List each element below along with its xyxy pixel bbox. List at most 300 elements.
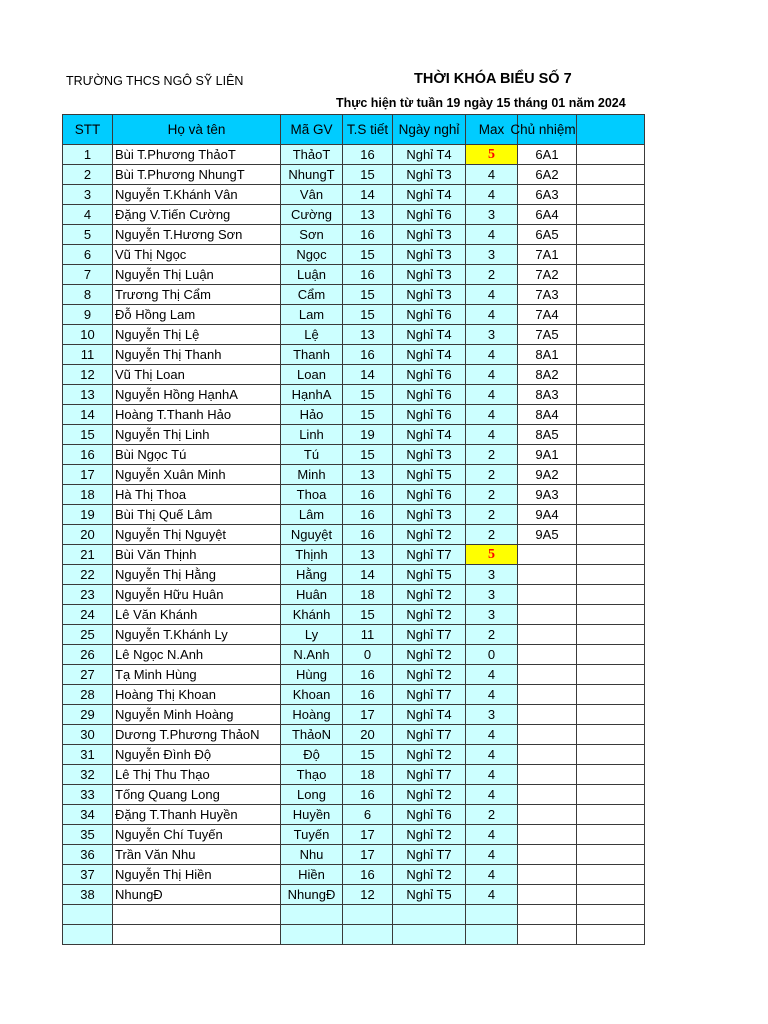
cell-max: 4 [466,385,518,405]
cell-homeroom [518,545,577,565]
empty-cell [113,925,281,945]
timetable [62,114,645,945]
cell-day-off: Nghỉ T7 [393,625,466,645]
cell-max: 4 [466,665,518,685]
subtitle: Thực hiện từ tuần 19 ngày 15 tháng 01 năm 2024 [336,96,626,110]
cell-periods: 15 [343,445,393,465]
cell-name: Tống Quang Long [113,785,281,805]
cell-day-off: Nghỉ T2 [393,665,466,685]
cell-name: Nguyễn Thị Linh [113,425,281,445]
cell-code: Minh [281,465,343,485]
cell-code: Long [281,785,343,805]
cell-max: 4 [466,365,518,385]
cell-code: N.Anh [281,645,343,665]
cell-extra [577,425,645,445]
cell-day-off: Nghỉ T3 [393,245,466,265]
cell-name: Nguyễn Thị Thanh [113,345,281,365]
cell-code: Vân [281,185,343,205]
cell-day-off: Nghỉ T7 [393,545,466,565]
cell-day-off: Nghỉ T3 [393,265,466,285]
cell-periods: 16 [343,145,393,165]
cell-periods: 15 [343,245,393,265]
cell-name: Nguyễn Minh Hoàng [113,705,281,725]
cell-day-off: Nghỉ T5 [393,885,466,905]
cell-periods: 15 [343,285,393,305]
table-row [63,785,645,805]
cell-day-off: Nghỉ T6 [393,365,466,385]
cell-stt: 14 [63,405,113,425]
cell-day-off: Nghỉ T2 [393,645,466,665]
cell-stt: 16 [63,445,113,465]
table-row [63,665,645,685]
cell-extra [577,345,645,365]
cell-homeroom [518,845,577,865]
cell-periods: 0 [343,645,393,665]
cell-stt: 36 [63,845,113,865]
cell-day-off: Nghỉ T2 [393,865,466,885]
cell-extra [577,385,645,405]
empty-cell [518,925,577,945]
cell-extra [577,405,645,425]
cell-code: Hoàng [281,705,343,725]
cell-day-off: Nghỉ T7 [393,765,466,785]
table-row [63,385,645,405]
cell-extra [577,325,645,345]
cell-name: Nguyễn T.Hương Sơn [113,225,281,245]
cell-code: Cẩm [281,285,343,305]
cell-stt: 6 [63,245,113,265]
cell-name: Trương Thị Cẩm [113,285,281,305]
table-row [63,205,645,225]
cell-stt: 27 [63,665,113,685]
cell-day-off: Nghỉ T6 [393,385,466,405]
cell-extra [577,485,645,505]
table-row [63,165,645,185]
cell-homeroom: 8A1 [518,345,577,365]
cell-periods: 15 [343,405,393,425]
cell-periods: 13 [343,325,393,345]
cell-homeroom: 7A2 [518,265,577,285]
cell-stt: 24 [63,605,113,625]
cell-stt: 32 [63,765,113,785]
cell-max: 3 [466,205,518,225]
cell-extra [577,505,645,525]
cell-stt: 29 [63,705,113,725]
cell-homeroom [518,745,577,765]
cell-max: 5 [466,545,518,565]
cell-stt: 5 [63,225,113,245]
cell-name: Hoàng Thị Khoan [113,685,281,705]
cell-periods: 11 [343,625,393,645]
cell-stt: 12 [63,365,113,385]
cell-homeroom: 7A1 [518,245,577,265]
cell-code: Lâm [281,505,343,525]
cell-code: Sơn [281,225,343,245]
cell-code: Khoan [281,685,343,705]
cell-name: Tạ Minh Hùng [113,665,281,685]
cell-max: 3 [466,245,518,265]
cell-extra [577,225,645,245]
cell-stt: 3 [63,185,113,205]
cell-periods: 15 [343,745,393,765]
cell-name: Hà Thị Thoa [113,485,281,505]
table-row [63,685,645,705]
cell-extra [577,185,645,205]
cell-periods: 17 [343,705,393,725]
cell-name: Đặng V.Tiến Cường [113,205,281,225]
empty-cell [343,905,393,925]
cell-max: 4 [466,185,518,205]
table-row [63,885,645,905]
cell-stt: 25 [63,625,113,645]
cell-max: 4 [466,225,518,245]
cell-name: Đỗ Hồng Lam [113,305,281,325]
cell-extra [577,205,645,225]
cell-homeroom: 6A2 [518,165,577,185]
cell-homeroom [518,725,577,745]
cell-max: 4 [466,165,518,185]
col-header-max: Max [466,115,518,145]
cell-periods: 13 [343,205,393,225]
cell-max: 4 [466,785,518,805]
cell-stt: 23 [63,585,113,605]
cell-max: 3 [466,585,518,605]
cell-homeroom: 8A2 [518,365,577,385]
empty-cell [113,905,281,925]
cell-periods: 16 [343,345,393,365]
cell-periods: 18 [343,585,393,605]
table-row [63,705,645,725]
cell-max: 4 [466,765,518,785]
cell-code: Tuyến [281,825,343,845]
cell-homeroom [518,785,577,805]
cell-homeroom: 7A4 [518,305,577,325]
cell-name: Nguyễn Thị Luận [113,265,281,285]
cell-stt: 20 [63,525,113,545]
cell-homeroom [518,565,577,585]
cell-periods: 15 [343,165,393,185]
cell-stt: 18 [63,485,113,505]
cell-code: ThảoT [281,145,343,165]
col-header-code: Mã GV [281,115,343,145]
cell-day-off: Nghỉ T4 [393,425,466,445]
cell-stt: 7 [63,265,113,285]
cell-day-off: Nghỉ T3 [393,505,466,525]
cell-code: Cường [281,205,343,225]
cell-name: Nguyễn Chí Tuyến [113,825,281,845]
cell-periods: 13 [343,545,393,565]
cell-homeroom [518,705,577,725]
cell-stt: 31 [63,745,113,765]
cell-extra [577,685,645,705]
cell-max: 4 [466,305,518,325]
cell-max: 3 [466,325,518,345]
cell-max: 4 [466,285,518,305]
cell-name: Nguyễn T.Khánh Vân [113,185,281,205]
table-row [63,525,645,545]
cell-periods: 13 [343,465,393,485]
empty-cell [466,925,518,945]
cell-max: 3 [466,605,518,625]
cell-periods: 15 [343,385,393,405]
cell-periods: 6 [343,805,393,825]
cell-extra [577,845,645,865]
cell-extra [577,665,645,685]
cell-name: NhungĐ [113,885,281,905]
cell-periods: 16 [343,865,393,885]
cell-day-off: Nghỉ T4 [393,145,466,165]
cell-day-off: Nghỉ T7 [393,725,466,745]
cell-homeroom: 7A3 [518,285,577,305]
cell-extra [577,825,645,845]
cell-max: 4 [466,825,518,845]
empty-cell [577,905,645,925]
table-row [63,185,645,205]
cell-day-off: Nghỉ T5 [393,465,466,485]
cell-stt: 11 [63,345,113,365]
table-row [63,805,645,825]
table-row [63,285,645,305]
empty-cell [343,925,393,945]
cell-name: Nguyễn Đình Độ [113,745,281,765]
cell-day-off: Nghỉ T7 [393,685,466,705]
cell-code: Tú [281,445,343,465]
table-row [63,425,645,445]
table-row [63,465,645,485]
cell-periods: 15 [343,305,393,325]
cell-stt: 26 [63,645,113,665]
cell-max: 4 [466,745,518,765]
table-row [63,745,645,765]
cell-periods: 14 [343,365,393,385]
cell-extra [577,165,645,185]
cell-name: Dương T.Phương ThảoN [113,725,281,745]
cell-periods: 16 [343,665,393,685]
cell-homeroom [518,645,577,665]
cell-periods: 14 [343,185,393,205]
cell-day-off: Nghỉ T2 [393,785,466,805]
cell-extra [577,565,645,585]
cell-homeroom: 9A3 [518,485,577,505]
cell-extra [577,805,645,825]
cell-code: Nhu [281,845,343,865]
empty-cell [393,925,466,945]
cell-max: 0 [466,645,518,665]
cell-code: HạnhA [281,385,343,405]
table-row [63,505,645,525]
cell-periods: 12 [343,885,393,905]
cell-name: Nguyễn Xuân Minh [113,465,281,485]
cell-code: Ngọc [281,245,343,265]
cell-periods: 18 [343,765,393,785]
cell-name: Trần Văn Nhu [113,845,281,865]
cell-day-off: Nghỉ T2 [393,525,466,545]
cell-name: Bùi Ngọc Tú [113,445,281,465]
cell-periods: 16 [343,505,393,525]
cell-stt: 21 [63,545,113,565]
cell-homeroom: 9A2 [518,465,577,485]
cell-periods: 17 [343,845,393,865]
cell-code: Thanh [281,345,343,365]
cell-name: Đặng T.Thanh Huyền [113,805,281,825]
cell-max: 3 [466,705,518,725]
cell-day-off: Nghỉ T6 [393,485,466,505]
cell-stt: 28 [63,685,113,705]
cell-code: Hiền [281,865,343,885]
school-name: TRƯỜNG THCS NGÔ SỸ LIÊN [66,74,244,88]
table-row [63,825,645,845]
cell-homeroom: 8A3 [518,385,577,405]
page-title: THỜI KHÓA BIỂU SỐ 7 [414,71,572,87]
cell-periods: 16 [343,525,393,545]
cell-stt: 2 [63,165,113,185]
table-row [63,545,645,565]
cell-periods: 16 [343,785,393,805]
col-header-homeroom [510,115,577,145]
cell-code: Huyền [281,805,343,825]
empty-cell [63,905,113,925]
cell-code: NhungĐ [281,885,343,905]
empty-cell [281,905,343,925]
cell-day-off: Nghỉ T2 [393,825,466,845]
cell-homeroom: 6A5 [518,225,577,245]
cell-extra [577,245,645,265]
table-row [63,725,645,745]
cell-code: ThảoN [281,725,343,745]
cell-stt: 38 [63,885,113,905]
cell-homeroom: 9A5 [518,525,577,545]
table-row [63,645,645,665]
cell-periods: 16 [343,225,393,245]
col-header-homeroom-label: Chủ nhiệm [510,122,576,137]
cell-extra [577,585,645,605]
cell-stt: 35 [63,825,113,845]
col-header-extra [577,115,645,145]
table-row [63,585,645,605]
cell-name: Nguyễn Thị Lệ [113,325,281,345]
empty-cell [63,925,113,945]
cell-max: 4 [466,725,518,745]
table-row [63,325,645,345]
cell-extra [577,725,645,745]
cell-name: Nguyễn T.Khánh Ly [113,625,281,645]
table-row [63,765,645,785]
cell-code: Hùng [281,665,343,685]
cell-max: 2 [466,625,518,645]
cell-max: 2 [466,265,518,285]
cell-homeroom [518,665,577,685]
empty-cell [466,905,518,925]
cell-homeroom [518,825,577,845]
cell-day-off: Nghỉ T3 [393,445,466,465]
cell-homeroom: 6A3 [518,185,577,205]
cell-max: 4 [466,845,518,865]
cell-extra [577,465,645,485]
cell-max: 4 [466,885,518,905]
cell-code: Huân [281,585,343,605]
cell-day-off: Nghỉ T3 [393,285,466,305]
col-header-name: Họ và tên [113,115,281,145]
header-row [63,115,645,145]
empty-cell [393,905,466,925]
cell-code: Linh [281,425,343,445]
cell-name: Hoàng T.Thanh Hảo [113,405,281,425]
cell-stt: 22 [63,565,113,585]
cell-stt: 30 [63,725,113,745]
cell-homeroom: 8A5 [518,425,577,445]
cell-extra [577,445,645,465]
cell-day-off: Nghỉ T5 [393,565,466,585]
cell-homeroom: 9A1 [518,445,577,465]
cell-homeroom: 7A5 [518,325,577,345]
cell-extra [577,545,645,565]
table-row [63,865,645,885]
cell-day-off: Nghỉ T2 [393,585,466,605]
subtitle-container [336,94,645,112]
cell-day-off: Nghỉ T7 [393,845,466,865]
cell-extra [577,305,645,325]
cell-stt: 13 [63,385,113,405]
cell-homeroom [518,865,577,885]
cell-code: Thạo [281,765,343,785]
cell-periods: 15 [343,605,393,625]
table-row [63,485,645,505]
cell-code: Thoa [281,485,343,505]
cell-day-off: Nghỉ T4 [393,325,466,345]
cell-name: Nguyễn Hồng HạnhA [113,385,281,405]
cell-max: 2 [466,465,518,485]
cell-homeroom [518,605,577,625]
col-header-day-off: Ngày nghỉ [393,115,466,145]
cell-name: Vũ Thị Loan [113,365,281,385]
cell-code: Độ [281,745,343,765]
cell-day-off: Nghỉ T4 [393,705,466,725]
cell-periods: 16 [343,685,393,705]
cell-day-off: Nghỉ T6 [393,405,466,425]
cell-periods: 20 [343,725,393,745]
cell-extra [577,705,645,725]
cell-name: Bùi Thị Quế Lâm [113,505,281,525]
col-header-stt: STT [63,115,113,145]
cell-day-off: Nghỉ T3 [393,165,466,185]
cell-homeroom [518,805,577,825]
table-row [63,605,645,625]
cell-homeroom: 6A4 [518,205,577,225]
cell-name: Nguyễn Thị Nguyệt [113,525,281,545]
cell-name: Nguyễn Thị Hiền [113,865,281,885]
empty-cell [518,905,577,925]
cell-max: 4 [466,345,518,365]
cell-stt: 10 [63,325,113,345]
empty-row [63,905,645,925]
cell-max: 2 [466,445,518,465]
table-row [63,265,645,285]
table-row [63,345,645,365]
cell-day-off: Nghỉ T4 [393,185,466,205]
cell-max: 4 [466,425,518,445]
cell-name: Bùi Văn Thịnh [113,545,281,565]
cell-extra [577,625,645,645]
table-row [63,625,645,645]
cell-homeroom [518,625,577,645]
cell-code: Loan [281,365,343,385]
table-row [63,365,645,385]
empty-cell [577,925,645,945]
cell-name: Vũ Thị Ngọc [113,245,281,265]
cell-name: Bùi T.Phương ThảoT [113,145,281,165]
table-row [63,445,645,465]
cell-name: Nguyễn Thị Hằng [113,565,281,585]
